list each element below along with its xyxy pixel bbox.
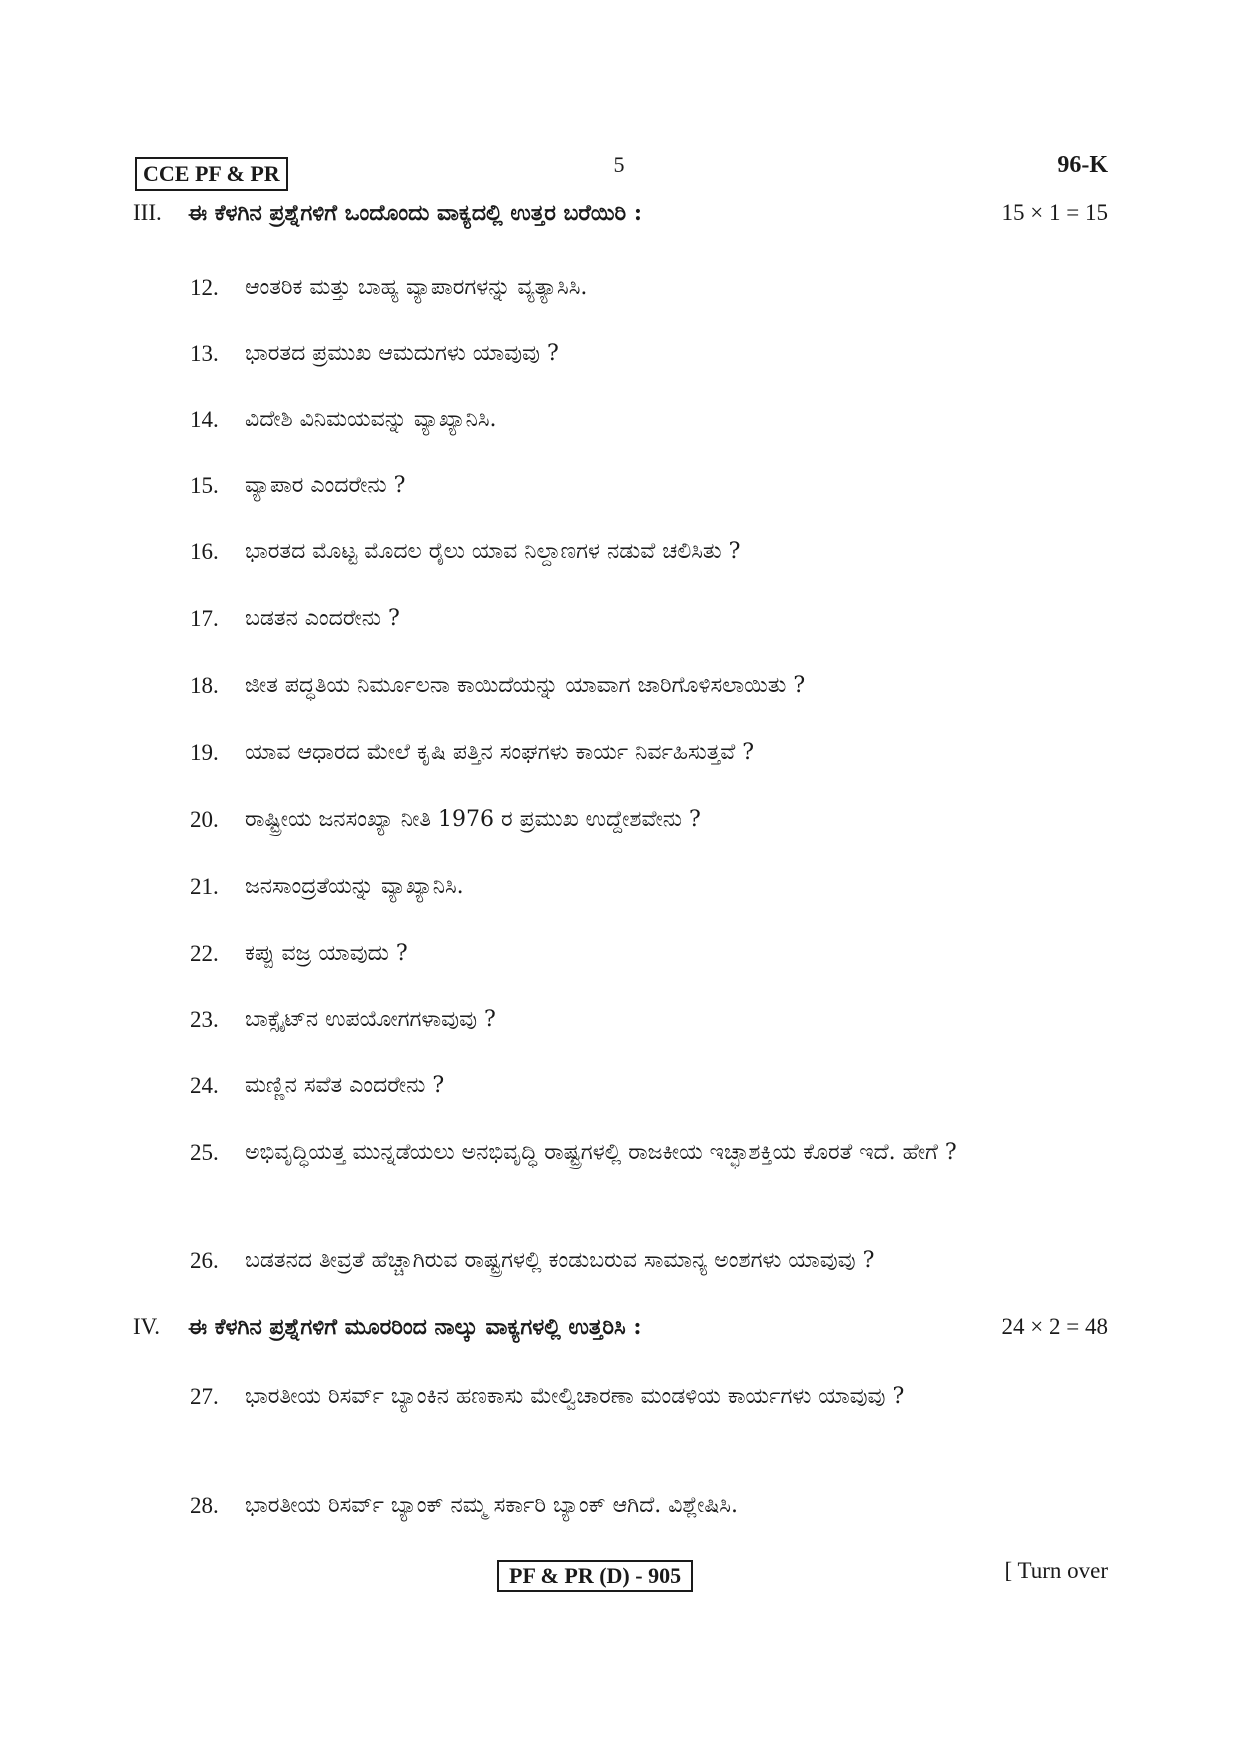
question-number: 22.: [190, 941, 219, 966]
question-item: [190, 865, 1108, 909]
question-item: [190, 1131, 1108, 1175]
section-marks: 15 × 1 = 15: [1001, 200, 1108, 225]
footer-code-box: PF & PR (D) - 905: [497, 1560, 693, 1592]
question-text: ಬಡತನ ಎಂದರೇನು ?: [245, 606, 400, 631]
question-number: 16.: [190, 539, 219, 564]
question-text: ಅಭಿವೃದ್ಧಿಯತ್ತ ಮುನ್ನಡೆಯಲು ಅನಭಿವೃದ್ಧಿ ರಾಷ್ಟ್ರಗಳಲ್ಲಿ ರಾಜಕೀಯ ಇಚ್ಛಾಶಕ್ತಿಯ ಕೊರತೆ ಇದೆ. ಹೇಗೆ ?: [245, 1140, 957, 1165]
section-numeral: III.: [133, 200, 162, 225]
question-number: 20.: [190, 807, 219, 832]
page-number: 5: [613, 152, 625, 177]
question-item: [190, 1239, 1108, 1283]
question-number: 19.: [190, 740, 219, 765]
question-number: 25.: [190, 1140, 219, 1165]
question-number: 12.: [190, 275, 219, 300]
question-item: [190, 932, 1108, 976]
section-title: ಈ ಕೆಳಗಿನ ಪ್ರಶ್ನೆಗಳಿಗೆ ಒಂದೊಂದು ವಾಕ್ಯದಲ್ಲಿ ಉತ್ತರ ಬರೆಯಿರಿ :: [188, 200, 642, 226]
turn-over-note: [ Turn over: [1004, 1558, 1108, 1583]
question-text: ಯಾವ ಆಧಾರದ ಮೇಲೆ ಕೃಷಿ ಪತ್ತಿನ ಸಂಘಗಳು ಕಾರ್ಯ ನಿರ್ವಹಿಸುತ್ತವೆ ?: [245, 740, 755, 765]
question-item: [190, 1484, 1108, 1528]
question-text: ವ್ಯಾಪಾರ ಎಂದರೇನು ?: [245, 473, 406, 498]
question-text: ಜೀತ ಪದ್ಧತಿಯ ನಿರ್ಮೂಲನಾ ಕಾಯಿದೆಯನ್ನು ಯಾವಾಗ ಜಾರಿಗೊಳಿಸಲಾಯಿತು ?: [245, 673, 806, 698]
question-text: ಜನಸಾಂದ್ರತೆಯನ್ನು ವ್ಯಾಖ್ಯಾನಿಸಿ.: [245, 874, 464, 899]
question-item: [190, 664, 1108, 708]
question-number: 24.: [190, 1073, 219, 1098]
question-text: ವಿದೇಶಿ ವಿನಿಮಯವನ್ನು ವ್ಯಾಖ್ಯಾನಿಸಿ.: [245, 407, 497, 432]
question-number: 14.: [190, 407, 219, 432]
question-text: ಬಾಕ್ಸೈಟ್‌ನ ಉಪಯೋಗಗಳಾವುವು ?: [245, 1007, 496, 1032]
question-text: ಭಾರತೀಯ ರಿಸರ್ವ್ ಬ್ಯಾಂಕ್ ನಮ್ಮ ಸರ್ಕಾರಿ ಬ್ಯಾಂಕ್ ಆಗಿದೆ. ವಿಶ್ಲೇಷಿಸಿ.: [245, 1493, 738, 1518]
question-text: ಭಾರತೀಯ ರಿಸರ್ವ್ ಬ್ಯಾಂಕಿನ ಹಣಕಾಸು ಮೇಲ್ವಿಚಾರಣಾ ಮಂಡಳಿಯ ಕಾರ್ಯಗಳು ಯಾವುವು ?: [245, 1384, 905, 1409]
question-number: 15.: [190, 473, 219, 498]
question-item: [190, 731, 1108, 775]
question-number: 13.: [190, 341, 219, 366]
question-number: 21.: [190, 874, 219, 899]
section-iii-heading: [133, 200, 1108, 234]
question-number: 26.: [190, 1248, 219, 1273]
section-iv-heading: [133, 1314, 1108, 1348]
question-item: [190, 530, 1108, 574]
question-item: [190, 998, 1108, 1042]
question-item: [190, 597, 1108, 641]
section-title: ಈ ಕೆಳಗಿನ ಪ್ರಶ್ನೆಗಳಿಗೆ ಮೂರರಿಂದ ನಾಲ್ಕು ವಾಕ್ಯಗಳಲ್ಲಿ ಉತ್ತರಿಸಿ :: [188, 1314, 642, 1340]
question-item: [190, 398, 1108, 442]
question-text: ಭಾರತದ ಪ್ರಮುಖ ಆಮದುಗಳು ಯಾವುವು ?: [245, 341, 559, 366]
question-text: ರಾಷ್ಟ್ರೀಯ ಜನಸಂಖ್ಯಾ ನೀತಿ 1976 ರ ಪ್ರಮುಖ ಉದ್ದೇಶವೇನು ?: [245, 807, 701, 832]
question-number: 27.: [190, 1384, 219, 1409]
paper-code: 96-K: [1057, 152, 1108, 178]
question-item: [190, 1375, 1108, 1419]
question-number: 23.: [190, 1007, 219, 1032]
question-item: [190, 464, 1108, 508]
section-marks: 24 × 2 = 48: [1001, 1314, 1108, 1339]
header-subject-box: CCE PF & PR: [135, 157, 288, 191]
question-item: [190, 266, 1108, 310]
question-number: 17.: [190, 606, 219, 631]
question-item: [190, 1064, 1108, 1108]
question-text: ಭಾರತದ ಮೊಟ್ಟ ಮೊದಲ ರೈಲು ಯಾವ ನಿಲ್ದಾಣಗಳ ನಡುವೆ ಚಲಿಸಿತು ?: [245, 539, 741, 564]
question-item: [190, 332, 1108, 376]
question-item: [190, 798, 1108, 842]
question-text: ಮಣ್ಣಿನ ಸವೆತ ಎಂದರೇನು ?: [245, 1073, 445, 1098]
question-text: ಕಪ್ಪು ವಜ್ರ ಯಾವುದು ?: [245, 941, 408, 966]
question-number: 18.: [190, 673, 219, 698]
section-numeral: IV.: [133, 1314, 161, 1339]
question-number: 28.: [190, 1493, 219, 1518]
question-text: ಆಂತರಿಕ ಮತ್ತು ಬಾಹ್ಯ ವ್ಯಾಪಾರಗಳನ್ನು ವ್ಯತ್ಯಾಸಿಸಿ.: [245, 275, 588, 300]
question-text: ಬಡತನದ ತೀವ್ರತೆ ಹೆಚ್ಚಾಗಿರುವ ರಾಷ್ಟ್ರಗಳಲ್ಲಿ ಕಂಡುಬರುವ ಸಾಮಾನ್ಯ ಅಂಶಗಳು ಯಾವುವು ?: [245, 1248, 875, 1273]
